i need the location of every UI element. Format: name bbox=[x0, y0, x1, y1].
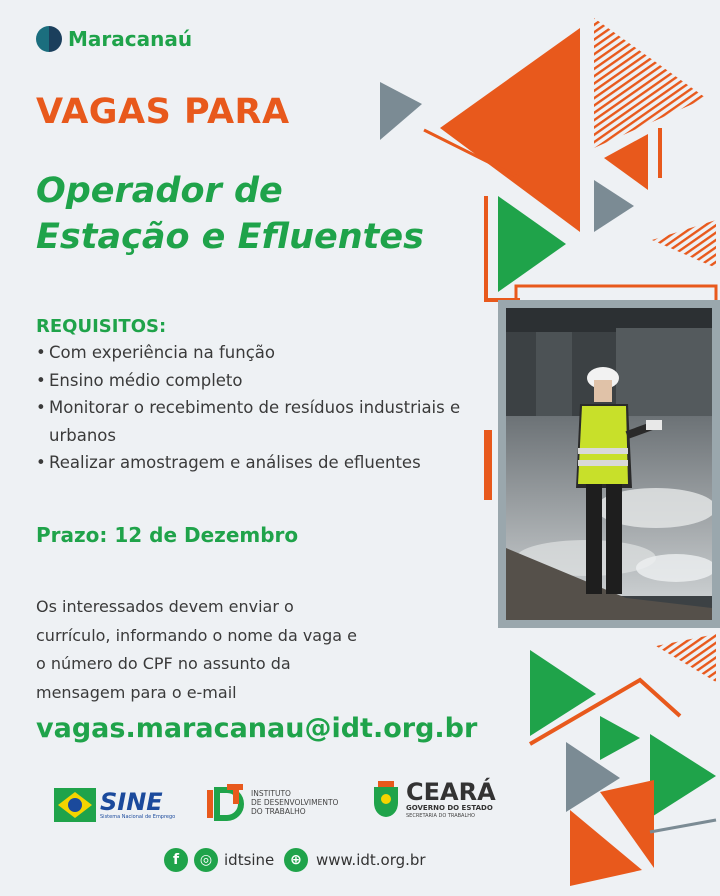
website-link[interactable] bbox=[284, 848, 426, 872]
social-handle[interactable] bbox=[164, 848, 274, 872]
sine-subtitle: Sistema Nacional de Emprego bbox=[100, 814, 176, 820]
job-title-line-2: Estação e Efluentes bbox=[36, 217, 424, 257]
partner-logos bbox=[0, 770, 720, 840]
requirements-list bbox=[36, 339, 476, 477]
requirement-item: • Com experiência na função bbox=[36, 339, 476, 367]
idt-line: DO TRABALHO bbox=[251, 806, 306, 816]
brazil-flag-icon bbox=[54, 788, 96, 822]
sine-name: SINE bbox=[100, 788, 163, 816]
idt-mark-icon bbox=[205, 782, 245, 822]
ceara-name: CEARÁ bbox=[406, 778, 496, 806]
worker-photo-frame bbox=[498, 300, 720, 628]
ceara-subtitle: GOVERNO DO ESTADO bbox=[406, 804, 493, 812]
ceara-seal-icon bbox=[372, 781, 400, 819]
idt-line: INSTITUTO bbox=[251, 788, 291, 798]
ceara-logo bbox=[372, 780, 496, 820]
sine-logo bbox=[54, 788, 175, 822]
requirement-item: • Realizar amostragem e análises de efluentes bbox=[36, 449, 476, 477]
brand-name: Maracanaú bbox=[68, 27, 193, 51]
brand-mark-icon bbox=[36, 26, 62, 52]
facebook-icon[interactable]: f bbox=[164, 848, 188, 872]
instagram-icon[interactable]: ◎ bbox=[194, 848, 218, 872]
deadline bbox=[36, 523, 298, 547]
requirement-item: • Monitorar o recebimento de resíduos industriais e urbanos bbox=[36, 394, 476, 449]
ceara-subtitle-2: SECRETARIA DO TRABALHO bbox=[406, 813, 475, 819]
requirement-item: • Ensino médio completo bbox=[36, 367, 476, 395]
deadline-label: Prazo: bbox=[36, 523, 108, 547]
striped-triangle bbox=[594, 18, 706, 148]
idt-name bbox=[251, 789, 351, 816]
requirements-heading: REQUISITOS: bbox=[36, 316, 167, 337]
website-text[interactable]: www.idt.org.br bbox=[316, 851, 426, 869]
worker-photo bbox=[506, 308, 712, 620]
job-title-line-1: Operador de bbox=[36, 171, 283, 211]
social-handle-text[interactable]: idtsine bbox=[224, 851, 275, 869]
globe-icon: ⊕ bbox=[284, 848, 308, 872]
gray-triangle bbox=[380, 82, 422, 140]
deadline-value: 12 de Dezembro bbox=[114, 523, 299, 547]
headline: VAGAS PARA bbox=[36, 92, 290, 132]
contact-email[interactable]: vagas.maracanau@idt.org.br bbox=[36, 713, 478, 744]
idt-logo bbox=[205, 782, 351, 822]
idt-line: DE DESENVOLVIMENTO bbox=[251, 797, 339, 807]
application-instructions: Os interessados devem enviar o currículo, informando o nome da vaga e o número do CPF no assunto da mensagem para o e-mail bbox=[36, 597, 357, 702]
job-title bbox=[36, 168, 476, 260]
footer bbox=[0, 848, 720, 878]
brand-logo bbox=[36, 26, 192, 52]
